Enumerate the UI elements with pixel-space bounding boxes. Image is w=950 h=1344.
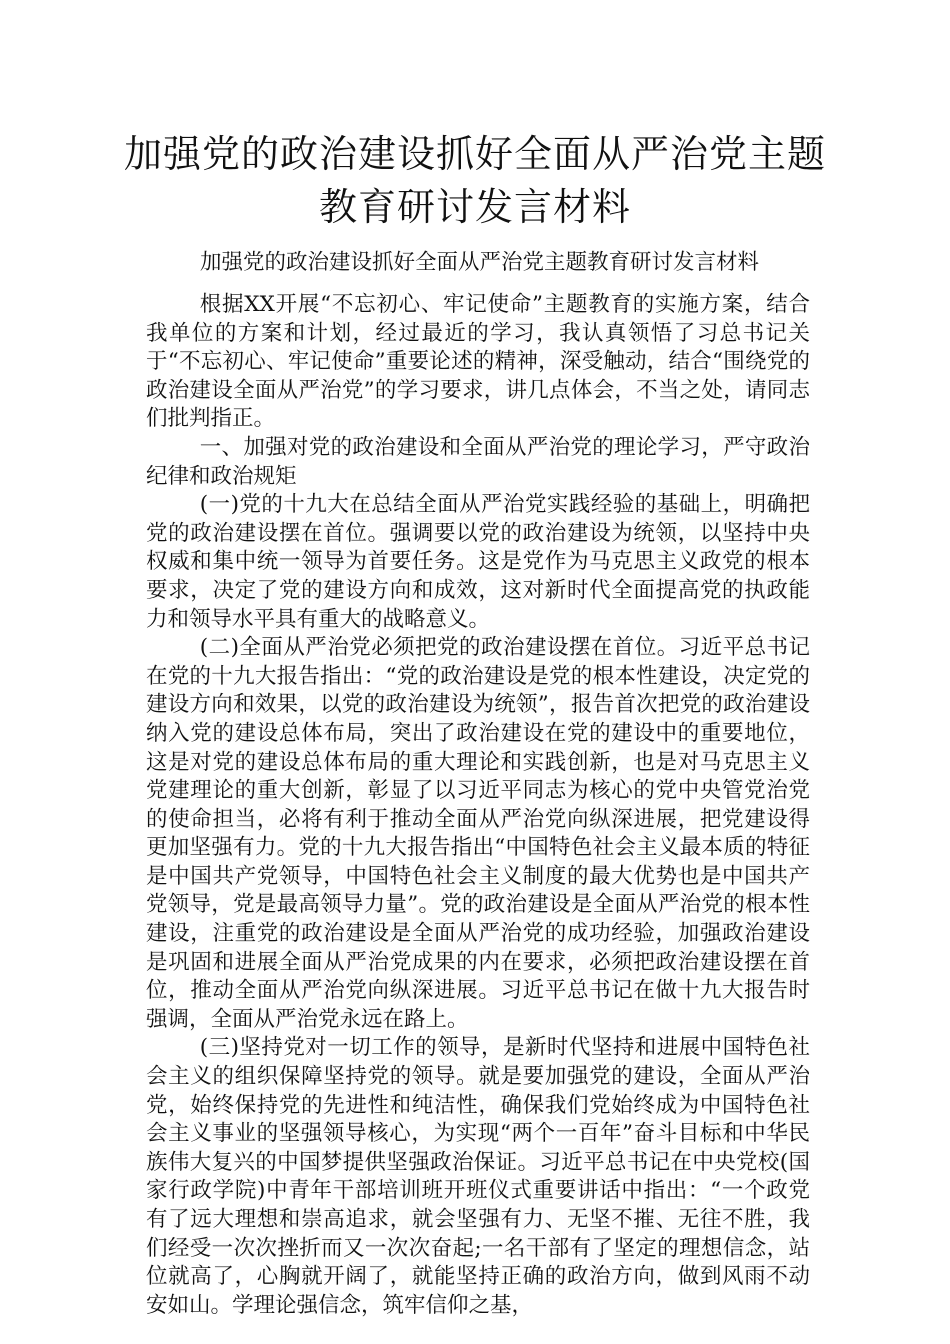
document-title: [100, 128, 850, 234]
paragraph-point-2: (二)全面从严治党必须把党的政治建设摆在首位。习近平总书记在党的十九大报告指出：“党的政治建设是党的根本性建设，决定党的建设方向和效果，以党的政治建设为统领”，报告首次把党的政治建设纳入党的建设总体布局，突出了政治建设在党的建设中的重要地位，这是对党的建设总体布局的重大理论和实践创新，也是对马克思主义党建理论的重大创新，彰显了以习近平同志为核心的党中央管党治党的使命担当，必将有利于推动全面从严治党向纵深进展，把党建设得更加坚强有力。党的十九大报告指出“中国特色社会主义最本质的特征是中国共产党领导，中国特色社会主义制度的最大优势也是中国共产党领导，党是最高领导力量”。党的政治建设是全面从严治党的根本性建设，注重党的政治建设是全面从严治党的成功经验，加强政治建设是巩固和进展全面从严治党成果的内在要求，必须把政治建设摆在首位，推动全面从严治党向纵深进展。习近平总书记在做十九大报告时强调，全面从严治党永远在路上。: [146, 635, 810, 1032]
paragraph-point-3: (三)坚持党对一切工作的领导，是新时代坚持和进展中国特色社会主义的组织保障坚持党的领导。就是要加强党的建设，全面从严治党，始终保持党的先进性和纯洁性，确保我们党始终成为中国特色社会主义事业的坚强领导核心，为实现“两个一百年”奋斗目标和中华民族伟大复兴的中国梦提供坚强政治保证。习近平总书记在中央党校(国家行政学院)中青年干部培训班开班仪式重要讲话中指出：“一个政党有了远大理想和崇高追求，就会坚强有力、无坚不摧、无往不胜，我们经受一次次挫折而又一次次奋起;一名干部有了坚定的理想信念，站位就高了，心胸就开阔了，就能坚持正确的政治方向，做到风雨不动安如山。学理论强信念，筑牢信仰之基，: [146, 1035, 810, 1318]
document-subtitle: 加强党的政治建设抓好全面从严治党主题教育研讨发言材料: [200, 250, 760, 275]
title-line-2: 教育研讨发言材料: [318, 185, 631, 229]
section-heading-1: 一、加强对党的政治建设和全面从严治党的理论学习，严守政治纪律和政治规矩: [146, 434, 810, 489]
paragraph-point-1: (一)党的十九大在总结全面从严治党实践经验的基础上，明确把党的政治建设摆在首位。强调要以党的政治建设为统领，以坚持中央权威和集中统一领导为首要任务。这是党作为马克思主义政党的根本要求，决定了党的建设方向和成效，这对新时代全面提高党的执政能力和领导水平具有重大的战略意义。: [146, 492, 810, 632]
document-body: [146, 291, 810, 1320]
title-line-1: 加强党的政治建设抓好全面从严治党主题: [123, 132, 826, 176]
paragraph-intro: 根据XX开展“不忘初心、牢记使命”主题教育的实施方案，结合我单位的方案和计划，经过最近的学习，我认真领悟了习总书记关于“不忘初心、牢记使命”重要论述的精神，深受触动，结合“围绕党的政治建设全面从严治党”的学习要求，讲几点体会，不当之处，请同志们批判指正。: [146, 292, 810, 432]
